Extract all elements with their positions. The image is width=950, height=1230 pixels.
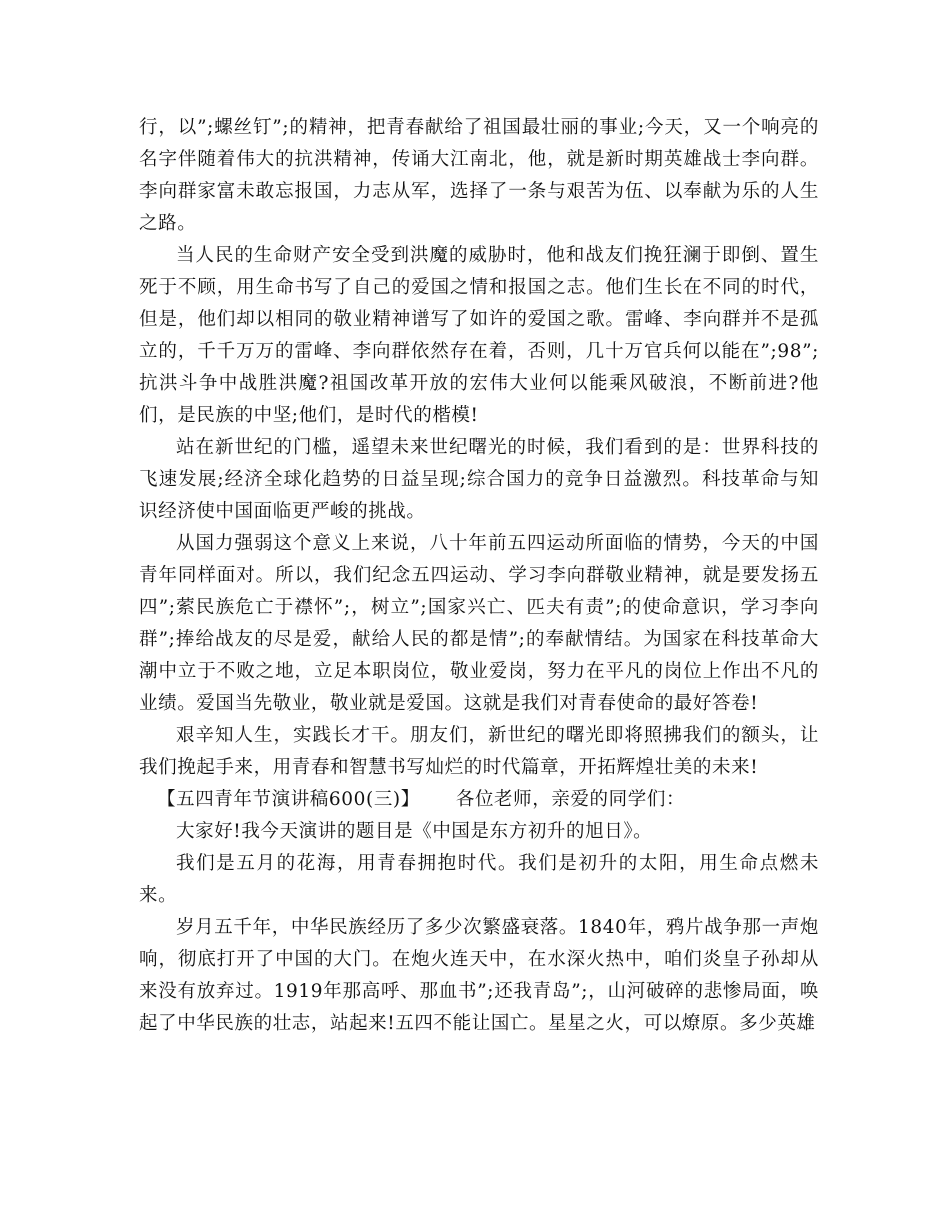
speech-heading-line (139, 784, 819, 816)
paragraph: 岁月五千年，中华民族经历了多少次繁盛衰落。1840年，鸦片战争那一声炮响，彻底打开了中国的大门。在炮火连天中，在水深火热中，咱们炎皇子孙却从来没有放弃过。1919年那高呼、那血书”;还我青岛”;，山河破碎的悲惨局面，唤起了中华民族的壮志，站起来!五四不能让国亡。星星之火，可以燎原。多少英雄 (139, 917, 819, 1034)
greeting: 各位老师，亲爱的同学们： (455, 789, 686, 810)
paragraph: 大家好!我今天演讲的题目是《中国是东方初升的旭日》。 (176, 821, 653, 842)
document-body (139, 112, 819, 1040)
speech-title: 【五四青年节演讲稿600(三)】 (157, 789, 420, 810)
paragraph: 我们是五月的花海，用青春拥抱时代。我们是初升的太阳，用生命点燃未来。 (139, 853, 819, 906)
paragraph: 艰辛知人生，实践长才干。朋友们，新世纪的曙光即将照拂我们的额头，让我们挽起手来，用青春和智慧书写灿烂的时代篇章，开拓辉煌壮美的未来! (139, 725, 819, 778)
paragraph: 当人民的生命财产安全受到洪魔的威胁时，他和战友们挽狂澜于即倒、置生死于不顾，用生命书写了自己的爱国之情和报国之志。他们生长在不同的时代，但是，他们却以相同的敬业精神谱写了如许的爱国之歌。雷峰、李向群并不是孤立的，千千万万的雷峰、李向群依然存在着，否则，几十万官兵何以能在”;98”;抗洪斗争中战胜洪魔?祖国改革开放的宏伟大业何以能乘风破浪，不断前进?他们，是民族的中坚;他们，是时代的楷模! (139, 245, 819, 426)
paragraph: 行，以”;螺丝钉”;的精神，把青春献给了祖国最壮丽的事业;今天，又一个响亮的名字伴随着伟大的抗洪精神，传诵大江南北，他，就是新时期英雄战士李向群。李向群家富未敢忘报国，力志从军，选择了一条与艰苦为伍、以奉献为乐的人生之路。 (139, 117, 819, 234)
paragraph: 从国力强弱这个意义上来说，八十年前五四运动所面临的情势，今天的中国青年同样面对。所以，我们纪念五四运动、学习李向群敬业精神，就是要发扬五四”;萦民族危亡于襟怀”;，树立”;国家兴亡、匹夫有责”;的使命意识，学习李向群”;捧给战友的尽是爱，献给人民的都是情”;的奉献情结。为国家在科技革命大潮中立于不败之地，立足本职岗位，敬业爱岗，努力在平凡的岗位上作出不凡的业绩。爱国当先敬业，敬业就是爱国。这就是我们对青春使命的最好答卷! (139, 533, 819, 714)
paragraph: 站在新世纪的门槛，遥望未来世纪曙光的时候，我们看到的是：世界科技的飞速发展;经济全球化趋势的日益呈现;综合国力的竞争日益激烈。科技革命与知识经济使中国面临更严峻的挑战。 (139, 437, 819, 522)
